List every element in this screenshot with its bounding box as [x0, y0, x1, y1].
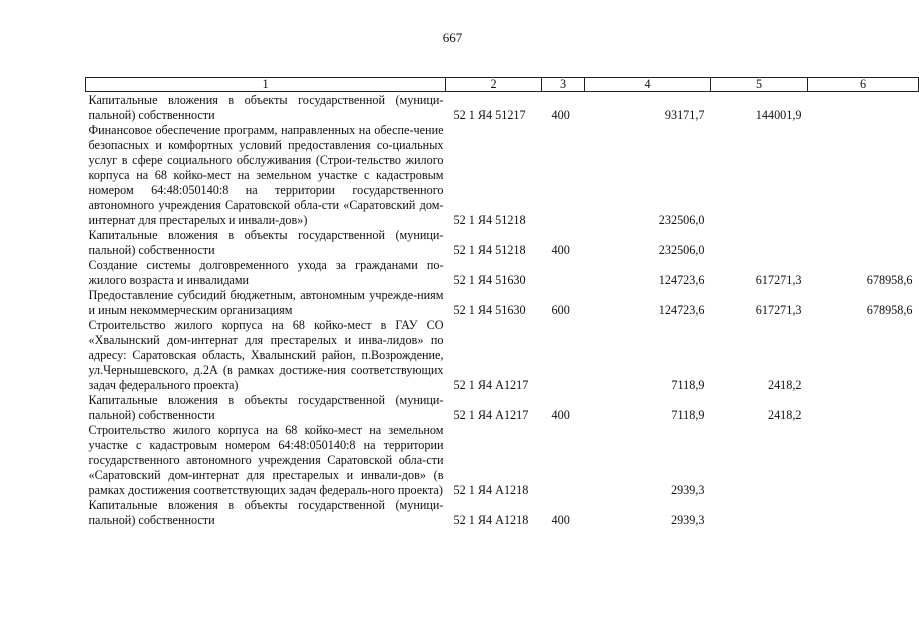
- row-expense-type-cell: 400: [551, 513, 570, 527]
- column-header-6: 6: [808, 78, 919, 92]
- row-value-col4-cell: 2939,3: [670, 513, 705, 527]
- row-value-col6-cell: 678958,6: [866, 273, 913, 287]
- row-code-cell: 52 1 Я4 А1217: [453, 408, 529, 422]
- row-value-col4-cell: 7118,9: [671, 378, 705, 392]
- budget-table: [85, 77, 919, 528]
- row-code-cell: 52 1 Я4 51218: [453, 213, 526, 227]
- row-value-col6-cell: [808, 498, 919, 528]
- row-name-cell: Капитальные вложения в объекты государственной (муници-пальной) собственности: [88, 393, 444, 422]
- row-name-cell: Капитальные вложения в объекты государственной (муници-пальной) собственности: [88, 93, 444, 122]
- row-value-col4-cell: 232506,0: [658, 243, 705, 257]
- row-expense-type-cell: [542, 123, 585, 228]
- table-row: [86, 288, 919, 318]
- row-value-col5-cell: 617271,3: [755, 273, 802, 287]
- row-name-cell: Капитальные вложения в объекты государственной (муници-пальной) собственности: [88, 498, 444, 527]
- row-value-col5-cell: [711, 423, 808, 498]
- row-value-col6-cell: [808, 393, 919, 423]
- row-code-cell: 52 1 Я4 А1218: [453, 483, 529, 497]
- row-value-col4-cell: 232506,0: [658, 213, 705, 227]
- row-value-col6-cell: [808, 423, 919, 498]
- column-header-3: 3: [542, 78, 585, 92]
- table-row: [86, 393, 919, 423]
- table-row: [86, 92, 919, 124]
- row-value-col4-cell: 124723,6: [658, 273, 705, 287]
- row-expense-type-cell: 400: [551, 408, 570, 422]
- row-expense-type-cell: [542, 423, 585, 498]
- table-row: [86, 258, 919, 288]
- table-body: [86, 92, 919, 529]
- row-expense-type-cell: 400: [551, 108, 570, 122]
- row-name-cell: Создание системы долговременного ухода за гражданами по-жилого возраста и инвалидами: [88, 258, 444, 287]
- row-value-col5-cell: [711, 123, 808, 228]
- column-header-5: 5: [711, 78, 808, 92]
- row-expense-type-cell: 400: [551, 243, 570, 257]
- row-value-col4-cell: 93171,7: [664, 108, 705, 122]
- column-header-1: 1: [86, 78, 446, 92]
- row-value-col5-cell: 2418,2: [767, 408, 802, 422]
- row-name-cell: Капитальные вложения в объекты государственной (муници-пальной) собственности: [88, 228, 444, 257]
- row-value-col6-cell: [808, 92, 919, 124]
- row-value-col5-cell: [711, 498, 808, 528]
- row-value-col6-cell: [808, 123, 919, 228]
- table-row: [86, 498, 919, 528]
- row-code-cell: 52 1 Я4 51217: [453, 108, 526, 122]
- header-row: [86, 78, 919, 92]
- column-header-4: 4: [585, 78, 711, 92]
- row-value-col6-cell: 678958,6: [866, 303, 913, 317]
- table-row: [86, 423, 919, 498]
- row-expense-type-cell: [542, 258, 585, 288]
- page-number: 667: [442, 30, 463, 45]
- row-value-col5-cell: 144001,9: [755, 108, 802, 122]
- row-code-cell: 52 1 Я4 51630: [453, 273, 526, 287]
- row-code-cell: 52 1 Я4 51630: [453, 303, 526, 317]
- row-value-col4-cell: 124723,6: [658, 303, 705, 317]
- row-name-cell: Предоставление субсидий бюджетным, автономным учрежде-ниям и иным некоммерческим организациям: [88, 288, 444, 317]
- row-value-col5-cell: 617271,3: [755, 303, 802, 317]
- table-row: [86, 228, 919, 258]
- row-code-cell: 52 1 Я4 А1217: [453, 378, 529, 392]
- row-value-col6-cell: [808, 318, 919, 393]
- row-value-col6-cell: [808, 228, 919, 258]
- column-header-2: 2: [446, 78, 542, 92]
- row-value-col5-cell: 2418,2: [767, 378, 802, 392]
- row-value-col5-cell: [711, 228, 808, 258]
- row-value-col4-cell: 2939,3: [670, 483, 705, 497]
- row-code-cell: 52 1 Я4 А1218: [453, 513, 529, 527]
- row-code-cell: 52 1 Я4 51218: [453, 243, 526, 257]
- row-name-cell: Строительство жилого корпуса на 68 койко-мест на земельном участке с кадастровым номером 64:48:050140:8 на территории государственного автономного учреждения Саратовской обла-сти «Саратовский дом-интернат для престарелых и инвали-дов» (в рамках достижения соответствующих задач федераль-ного проекта): [88, 423, 444, 497]
- table-row: [86, 123, 919, 228]
- row-expense-type-cell: [542, 318, 585, 393]
- row-name-cell: Строительство жилого корпуса на 68 койко-мест в ГАУ СО «Хвалынский дом-интернат для престарелых и инва-лидов» по адресу: Саратовская область, Хвалынский район, п.Возрождение, ул.Чернышевского, д.2А (в рамках достиже-ния соответствующих задач федерального проекта): [88, 318, 444, 392]
- table-row: [86, 318, 919, 393]
- row-name-cell: Финансовое обеспечение программ, направленных на обеспе-чение безопасных и комфортных условий предоставления со-циальных услуг в сфере социального обслуживания (Строи-тельство жилого корпуса на 68 койко-мест на земельном участке с кадастровым номером 64:48:050140:8 на территории государственного автономного учреждения Саратовской обла-сти «Саратовский дом-интернат для престарелых и инвали-дов»): [88, 123, 444, 227]
- row-value-col4-cell: 7118,9: [671, 408, 705, 422]
- row-expense-type-cell: 600: [551, 303, 570, 317]
